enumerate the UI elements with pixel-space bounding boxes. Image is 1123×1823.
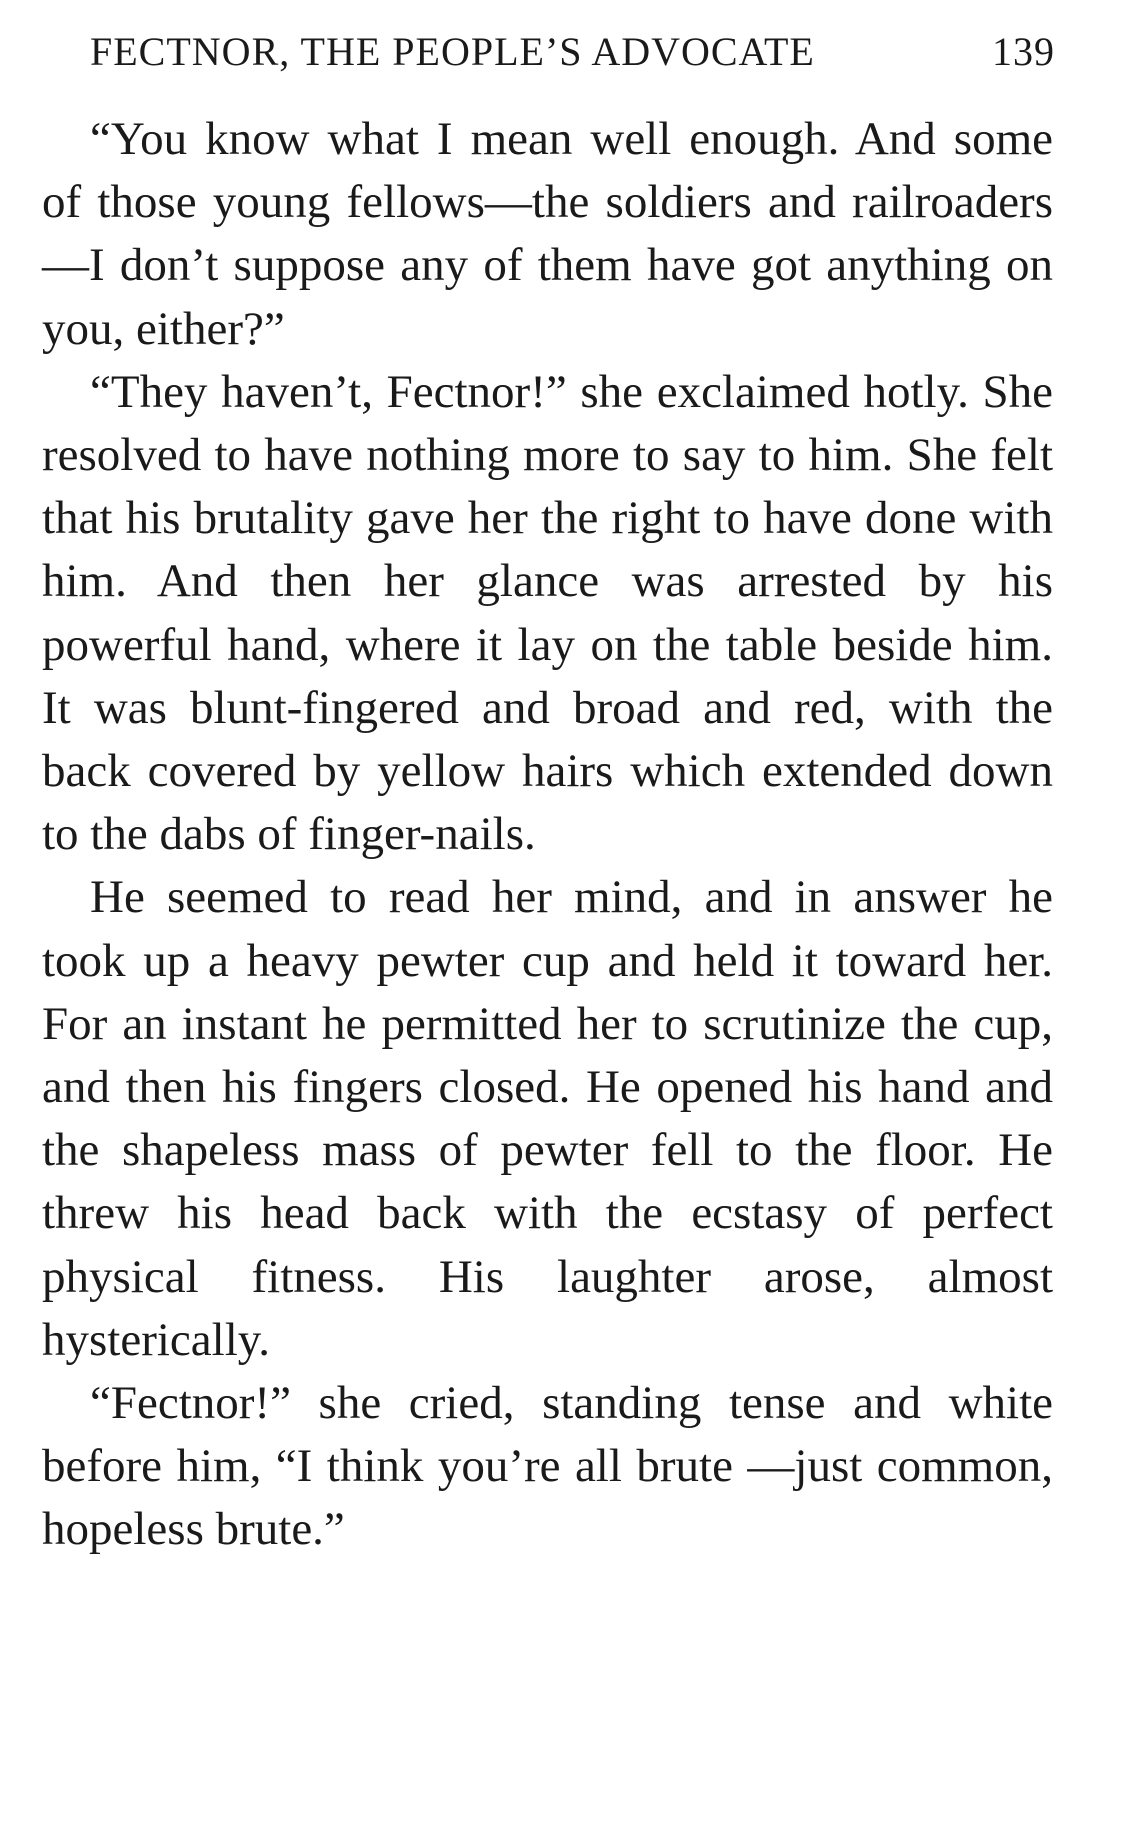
body-text [42, 108, 1053, 1562]
running-head [90, 22, 1055, 82]
paragraph: “Fectnor!” she cried, standing tense and white before him, “I think you’re all brute —just common, hopeless brute.” [42, 1377, 1053, 1556]
paragraph: He seemed to read her mind, and in answer he took up a heavy pewter cup and held it toward her. For an instant he permitted her to scrutinize the cup, and then his fingers closed. He opened his hand and the shapeless mass of pewter fell to the floor. He threw his head back with the ecstasy of perfect physical fitness. His laughter arose, almost hysterically. [42, 871, 1053, 1366]
page-number: 139 [992, 29, 1055, 74]
running-title: FECTNOR, THE PEOPLE’S ADVOCATE [90, 29, 815, 74]
paragraph: “They haven’t, Fectnor!” she exclaimed hotly. She resolved to have nothing more to say to him. She felt that his brutality gave her the right to have done with him. And then her glance was arrested by his powerful hand, where it lay on the table beside him. It was blunt-fingered and broad and red, with the back covered by yellow hairs which extended down to the dabs of finger-nails. [42, 365, 1053, 861]
paragraph: “You know what I mean well enough. And some of those young fellows—the soldiers and railroaders—I don’t suppose any of them have got anything on you, either?” [42, 113, 1053, 355]
